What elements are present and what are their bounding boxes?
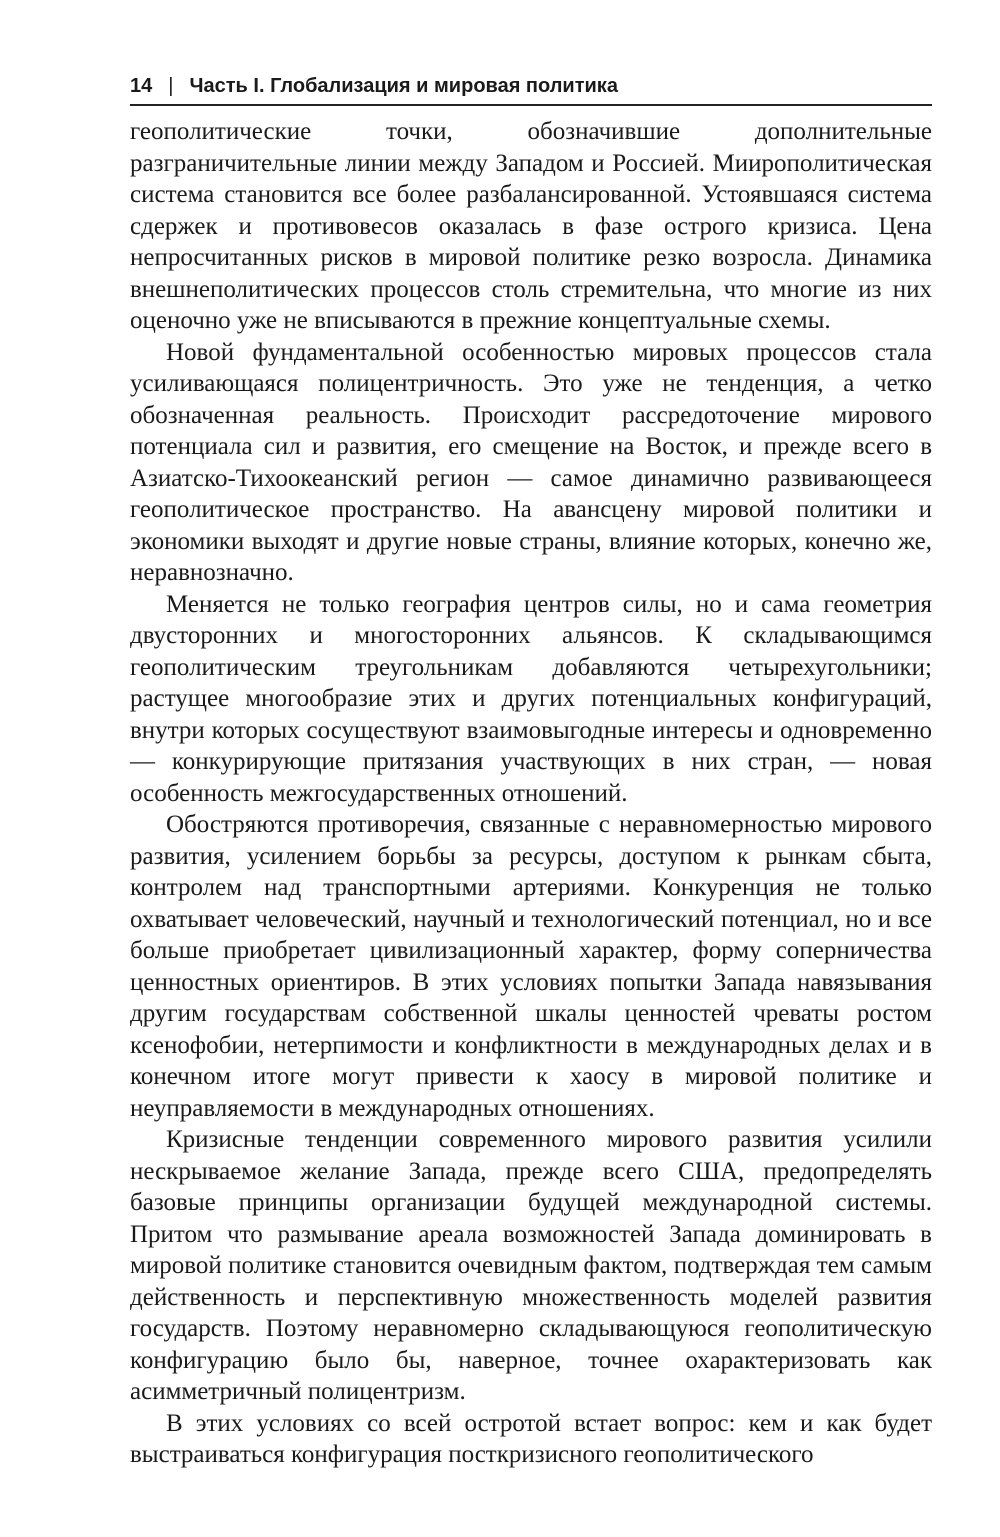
paragraph-4: Обостряются противоречия, связанные с неравномерностью мирового развития, усилением борьбы за ресурсы, доступом к рынкам сбыта, контролем над транспортными артериями. Конкуренция не только охватывает человеческий, научный и технологический потенциал, но и все больше приобретает цивилизационный характер, форму соперничества ценностных ориентиров. В этих условиях попытки Запада навязывания другим государствам собственной шкалы ценностей чреваты ростом ксенофобии, нетерпимости и конфликтности в международных делах и в конечном итоге могут привести к хаосу в мировой политике и неуправляемости в международных отношениях.	[130, 811, 932, 1122]
running-head	[130, 68, 930, 104]
paragraph-5: Кризисные тенденции современного мирового развития усилили нескрываемое желание Запада, прежде всего США, предопределять базовые принципы организации будущей международной системы. Притом что размывание ареала возможностей Запада доминировать в мировой политике становится очевидным фактом, подтверждая тем самым действенность и перспективную множественность моделей развития государств. Поэтому неравномерно складывающуюся геополитическую конфигурацию было бы, наверное, точнее охарактеризовать как асимметричный полицентризм.	[130, 1126, 932, 1405]
paragraph-3: Меняется не только география центров силы, но и сама геометрия двусторонних и многосторонних альянсов. К складывающимся геополитическим треугольникам добавляются четырехугольники; растущее многообразие этих и других потенциальных конфигураций, внутри которых сосуществуют взаимовыгодные интересы и одновременно — конкурирующие притязания участвующих в них стран, — новая особенность межгосударственных отношений.	[130, 590, 932, 807]
part-title: Часть I. Глобализация и мировая политика	[189, 75, 618, 97]
header-rule	[130, 104, 932, 106]
page-body	[130, 116, 932, 1471]
paragraph-1: геополитические точки, обозначившие дополнительные разграничительные линии между Западом и Россией. Миирополитическая система становится все более разбалансированной. Устоявшаяся система сдержек и противовесов оказалась в фазе острого кризиса. Цена непросчитанных рисков в мировой политике резко возросла. Динамика внешнеполитических процессов столь стремительна, что многие из них оценочно уже не вписываются в прежние концептуальные схемы.	[130, 118, 932, 334]
header-separator: |	[168, 75, 174, 97]
page-number: 14	[130, 75, 153, 97]
paragraph-2: Новой фундаментальной особенностью мировых процессов стала усиливающаяся полицентричность. Это уже не тенденция, а четко обозначенная реальность. Происходит рассредоточение мирового потенциала сил и развития, его смещение на Восток, и прежде всего в Азиатско-Тихоокеанский регион — самое динамично развивающееся геополитическое пространство. На авансцену мировой политики и экономики выходят и другие новые страны, влияние которых, конечно же, неравнозначно.	[130, 338, 932, 586]
paragraph-6: В этих условиях со всей остротой встает вопрос: кем и как будет выстраиваться конфигурация посткризисного геополитического	[130, 1409, 932, 1468]
